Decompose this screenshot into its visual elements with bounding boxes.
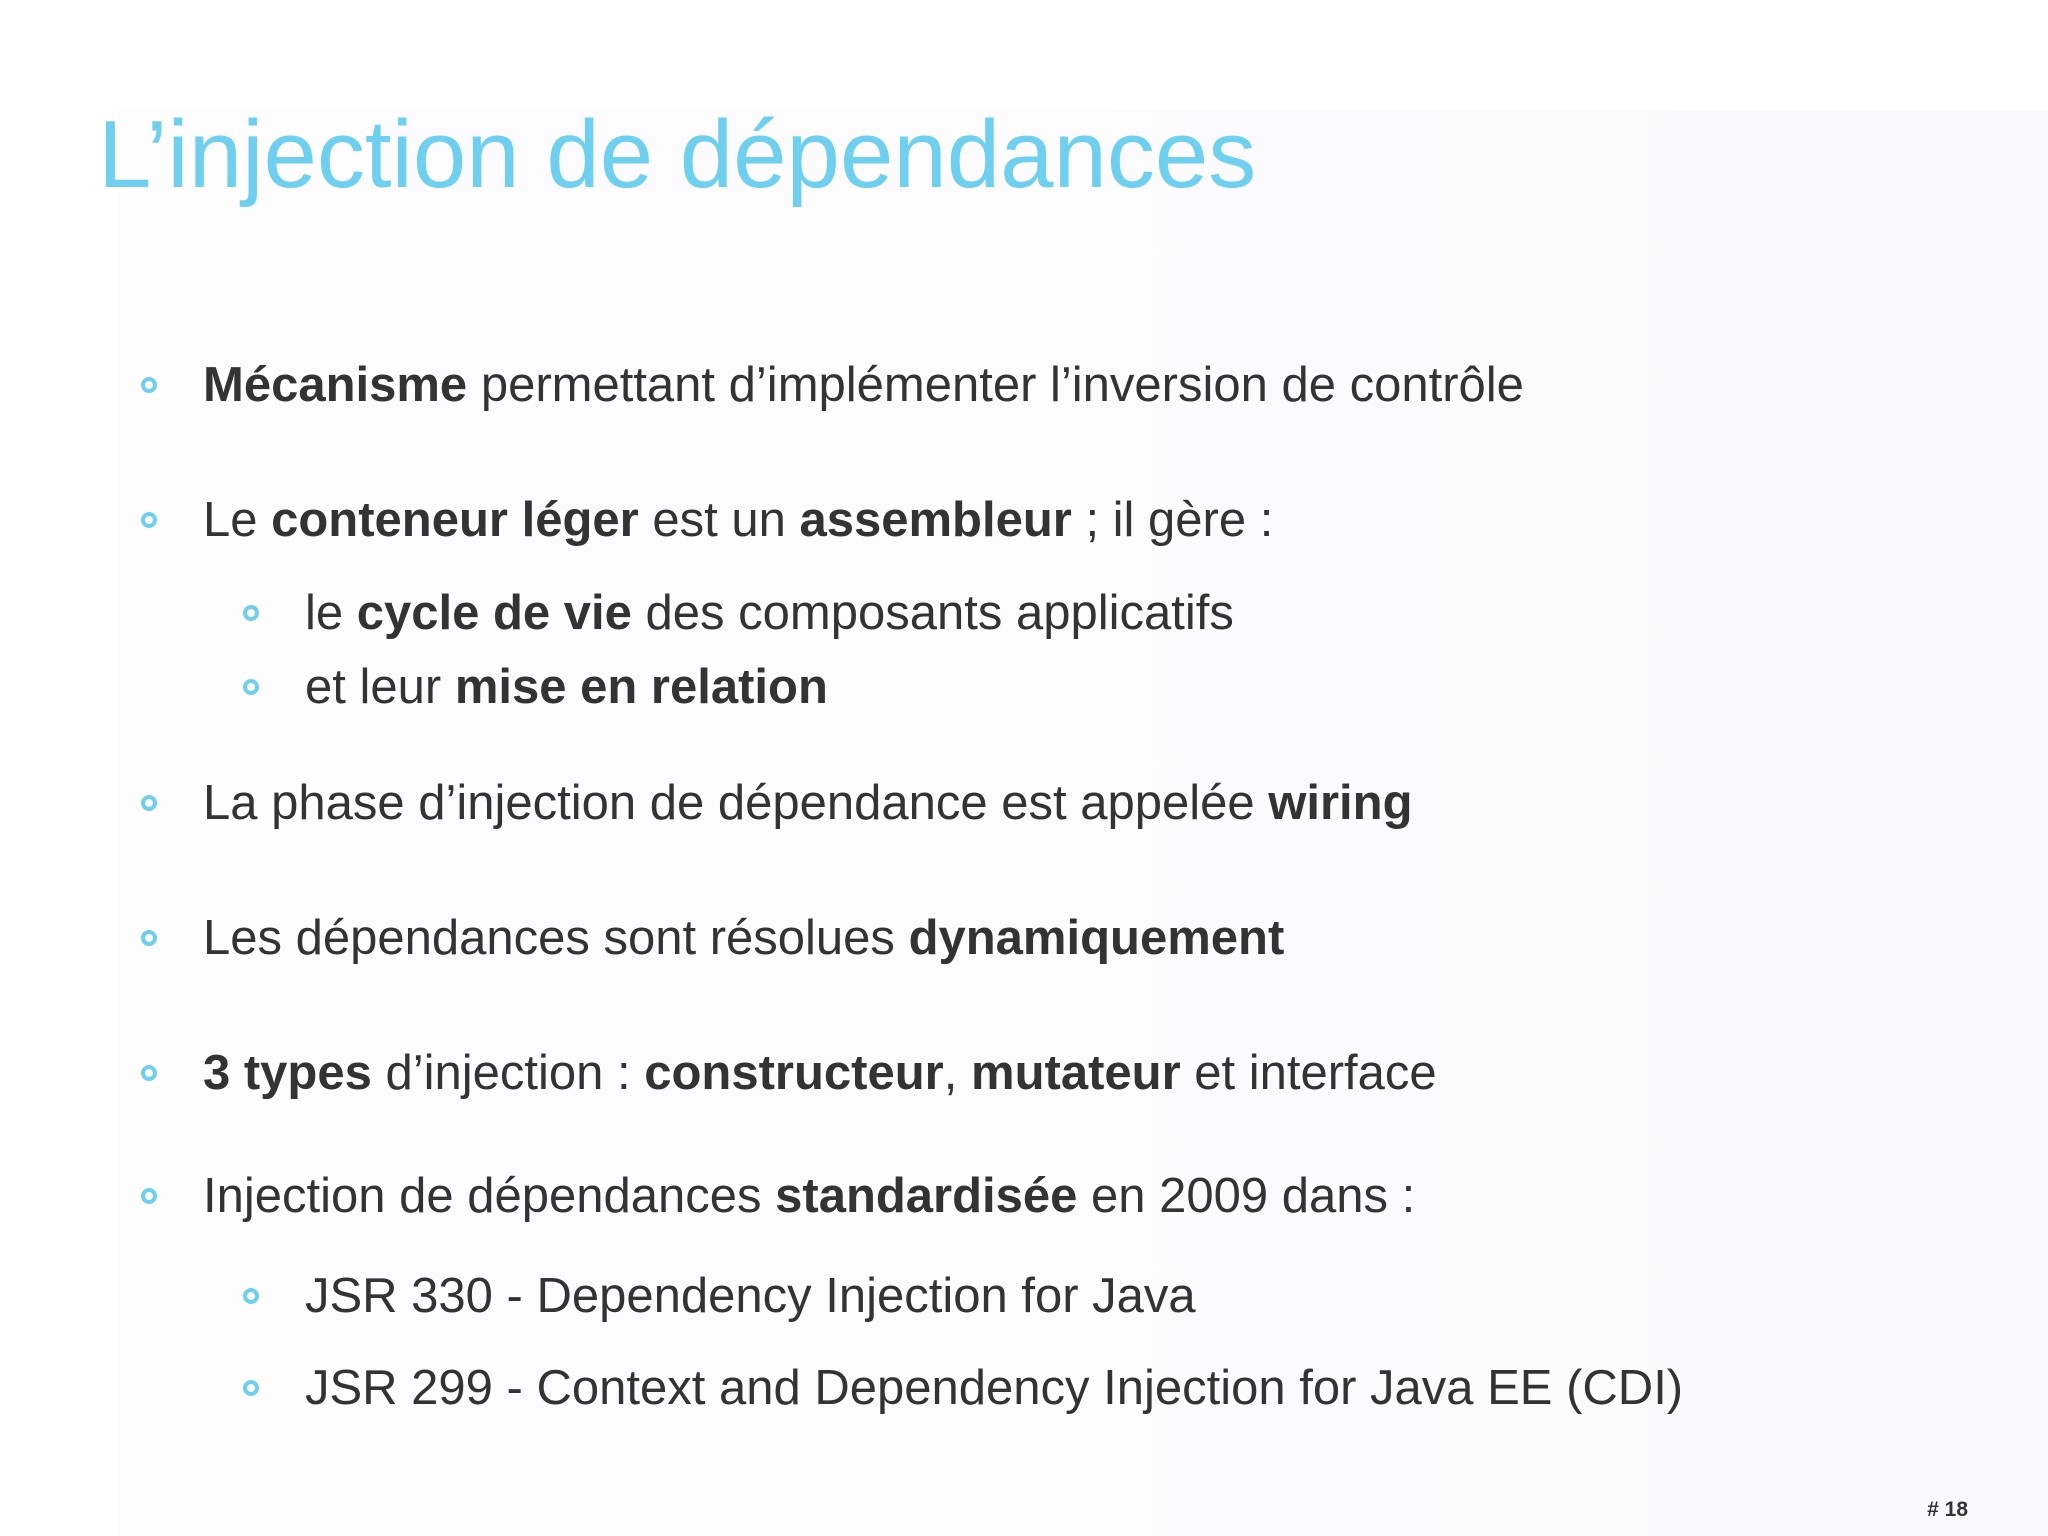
text-segment: Le — [203, 493, 272, 547]
bold-text: 3 types — [203, 1046, 372, 1100]
hollow-circle-bullet-icon — [141, 1188, 157, 1204]
bullet-text — [305, 586, 1234, 640]
bold-text: wiring — [1268, 776, 1413, 830]
bold-text: Mécanisme — [203, 358, 468, 412]
bold-text: constructeur — [644, 1046, 944, 1100]
text-segment: en 2009 dans : — [1077, 1169, 1416, 1223]
hollow-circle-bullet-icon — [141, 377, 157, 393]
hollow-circle-bullet-icon — [141, 795, 157, 811]
text-segment: d’injection : — [371, 1046, 645, 1100]
bold-text: assembleur — [799, 493, 1072, 547]
sub-bullet-item — [305, 1268, 1196, 1324]
text-segment: Les dépendances sont résolues — [203, 911, 909, 965]
bullet-item — [203, 492, 1273, 548]
bullet-item — [203, 910, 1284, 966]
text-segment: et leur — [305, 660, 455, 714]
text-segment: permettant d’implémenter l’inversion de contrôle — [467, 358, 1524, 412]
bold-text: mutateur — [971, 1046, 1181, 1100]
bullet-text — [305, 660, 828, 714]
text-segment: ; il gère : — [1071, 493, 1274, 547]
bullet-text — [203, 358, 1524, 412]
bullet-item — [203, 357, 1524, 413]
text-segment: et interface — [1180, 1046, 1437, 1100]
text-segment: La phase d’injection de dépendance est appelée — [203, 776, 1269, 830]
hollow-circle-bullet-icon — [141, 1065, 157, 1081]
text-segment: des composants applicatifs — [631, 586, 1234, 640]
hollow-circle-bullet-icon — [243, 679, 259, 695]
hollow-circle-bullet-icon — [141, 512, 157, 528]
text-segment: est un — [638, 493, 800, 547]
bold-text: dynamiquement — [908, 911, 1285, 965]
bullet-text — [203, 776, 1413, 830]
hollow-circle-bullet-icon — [243, 1288, 259, 1304]
bullet-item — [203, 1045, 1437, 1101]
sub-bullet-item — [305, 585, 1234, 641]
bullet-text — [203, 911, 1284, 965]
hollow-circle-bullet-icon — [243, 1380, 259, 1396]
bullet-text — [203, 1046, 1437, 1100]
text-segment: le — [305, 586, 357, 640]
bullet-text — [203, 1169, 1415, 1223]
slide-title: L’injection de dépendances — [98, 101, 1257, 208]
bullet-item — [203, 1168, 1415, 1224]
bullet-text: JSR 330 - Dependency Injection for Java — [305, 1269, 1196, 1323]
bullet-text: JSR 299 - Context and Dependency Injection for Java EE (CDI) — [305, 1361, 1684, 1415]
bold-text: conteneur léger — [271, 493, 639, 547]
bold-text: cycle de vie — [356, 586, 632, 640]
bold-text: standardisée — [775, 1169, 1078, 1223]
page-number: # 18 — [1927, 1498, 1968, 1521]
sub-bullet-item — [305, 659, 828, 715]
hollow-circle-bullet-icon — [243, 605, 259, 621]
bullet-text — [203, 493, 1273, 547]
bullet-item — [203, 775, 1413, 831]
text-segment: Injection de dépendances — [203, 1169, 776, 1223]
text-segment: , — [943, 1046, 971, 1100]
hollow-circle-bullet-icon — [141, 930, 157, 946]
sub-bullet-item — [305, 1360, 1683, 1416]
bold-text: mise en relation — [454, 660, 828, 714]
